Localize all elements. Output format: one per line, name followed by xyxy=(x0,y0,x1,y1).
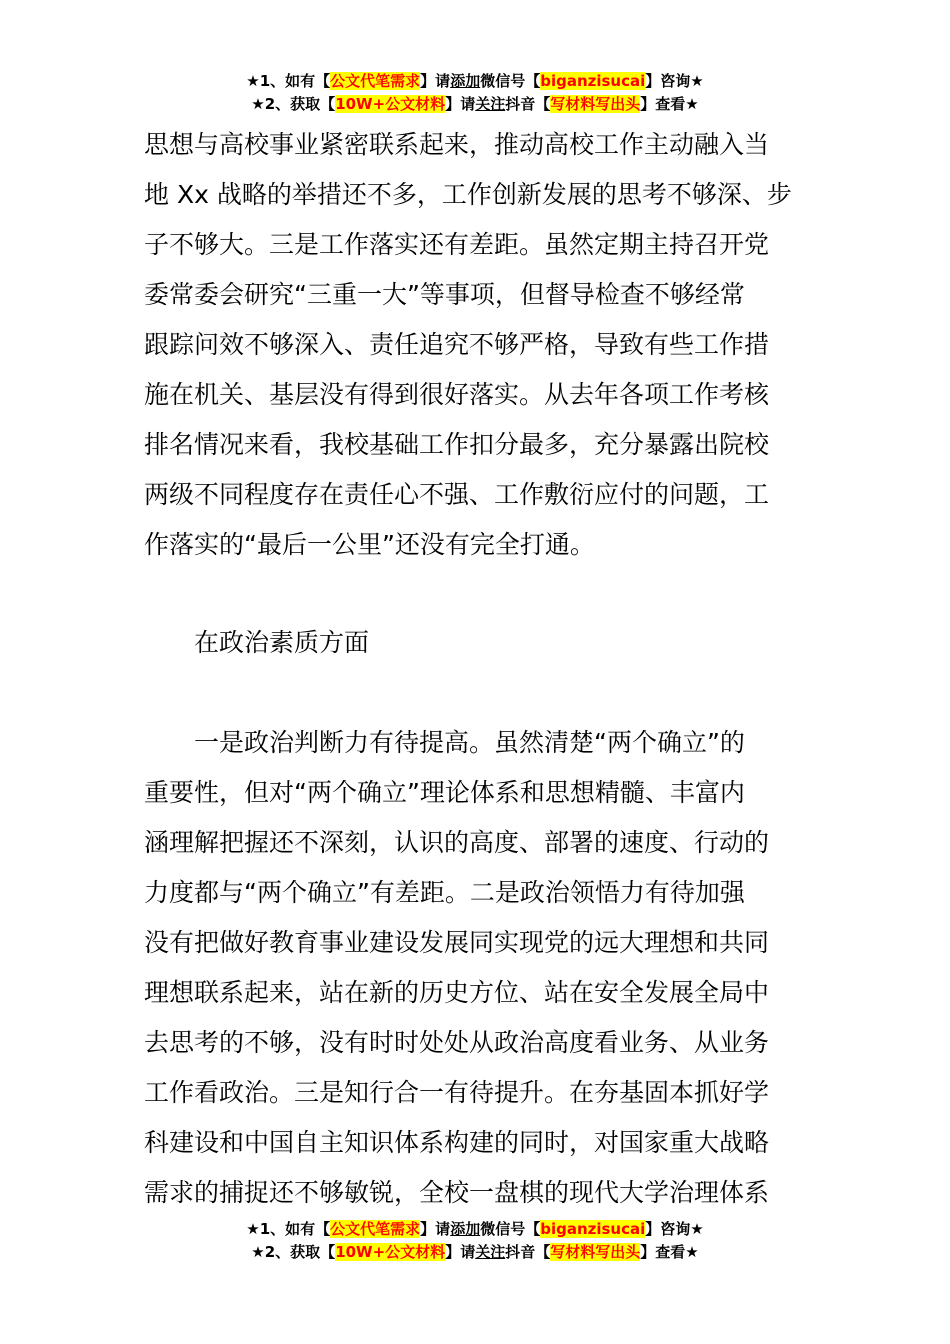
douyin-account-highlight: 写材料写出头 xyxy=(550,95,641,113)
text-line: 两级不同程度存在责任心不强、工作敷衍应付的问题，工 xyxy=(144,480,770,509)
footer-banner xyxy=(0,1218,950,1264)
service-highlight: 公文代笔需求 xyxy=(330,72,421,90)
text-line: 去思考的不够，没有时时处处从政治高度看业务、从业务 xyxy=(144,1028,770,1057)
paragraph-political-quality xyxy=(144,718,806,1218)
text-line: 力度都与“两个确立”有差距。二是政治领悟力有待加强 xyxy=(144,878,745,907)
service-highlight: 公文代笔需求 xyxy=(330,1220,421,1238)
text-line: 地 Xx 战略的举措还不多，工作创新发展的思考不够深、步 xyxy=(144,180,792,209)
materials-highlight: 10W+公文材料 xyxy=(335,95,446,113)
text-line: 思想与高校事业紧密联系起来，推动高校工作主动融入当 xyxy=(144,130,770,159)
star-icon: ★ xyxy=(251,95,265,113)
star-icon: ★ xyxy=(246,1220,260,1238)
banner-line-1: ★1、如有【公文代笔需求】请添加微信号【biganzisucai】咨询★ xyxy=(246,72,704,90)
wechat-id-highlight: biganzisucai xyxy=(540,72,646,90)
text-line: 涵理解把握还不深刻，认识的高度、部署的速度、行动的 xyxy=(144,828,770,857)
text-line: 重要性，但对“两个确立”理论体系和思想精髓、丰富内 xyxy=(144,778,745,807)
banner-line-2: ★2、获取【10W+公文材料】请关注抖音【写材料写出头】查看★ xyxy=(251,1243,699,1261)
text-line: 一是政治判断力有待提高。虽然清楚“两个确立”的 xyxy=(194,728,745,757)
text-line: 委常委会研究“三重一大”等事项，但督导检查不够经常 xyxy=(144,280,745,309)
text-line: 子不够大。三是工作落实还有差距。虽然定期主持召开党 xyxy=(144,230,770,259)
text-line: 科建设和中国自主知识体系构建的同时，对国家重大战略 xyxy=(144,1128,770,1157)
text-line: 需求的捕捉还不够敏锐，全校一盘棋的现代大学治理体系 xyxy=(144,1178,770,1207)
text-line: 理想联系起来，站在新的历史方位、站在安全发展全局中 xyxy=(144,978,770,1007)
star-icon: ★ xyxy=(251,1243,265,1261)
paragraph-continuation xyxy=(144,120,806,570)
douyin-account-highlight: 写材料写出头 xyxy=(550,1243,641,1261)
banner-line-1: ★1、如有【公文代笔需求】请添加微信号【biganzisucai】咨询★ xyxy=(246,1220,704,1238)
text-line: 工作看政治。三是知行合一有待提升。在夯基固本抓好学 xyxy=(144,1078,770,1107)
text-line: 没有把做好教育事业建设发展同实现党的远大理想和共同 xyxy=(144,928,770,957)
text-line: 作落实的“最后一公里”还没有完全打通。 xyxy=(144,530,595,559)
materials-highlight: 10W+公文材料 xyxy=(335,1243,446,1261)
section-heading xyxy=(144,618,806,668)
header-banner xyxy=(0,70,950,116)
section-heading-text: 在政治素质方面 xyxy=(194,628,370,657)
text-line: 排名情况来看，我校基础工作扣分最多，充分暴露出院校 xyxy=(144,430,770,459)
star-icon: ★ xyxy=(246,72,260,90)
banner-line-2: ★2、获取【10W+公文材料】请关注抖音【写材料写出头】查看★ xyxy=(251,95,699,113)
text-line: 施在机关、基层没有得到很好落实。从去年各项工作考核 xyxy=(144,380,770,409)
wechat-id-highlight: biganzisucai xyxy=(540,1220,646,1238)
text-line: 跟踪问效不够深入、责任追究不够严格，导致有些工作措 xyxy=(144,330,770,359)
